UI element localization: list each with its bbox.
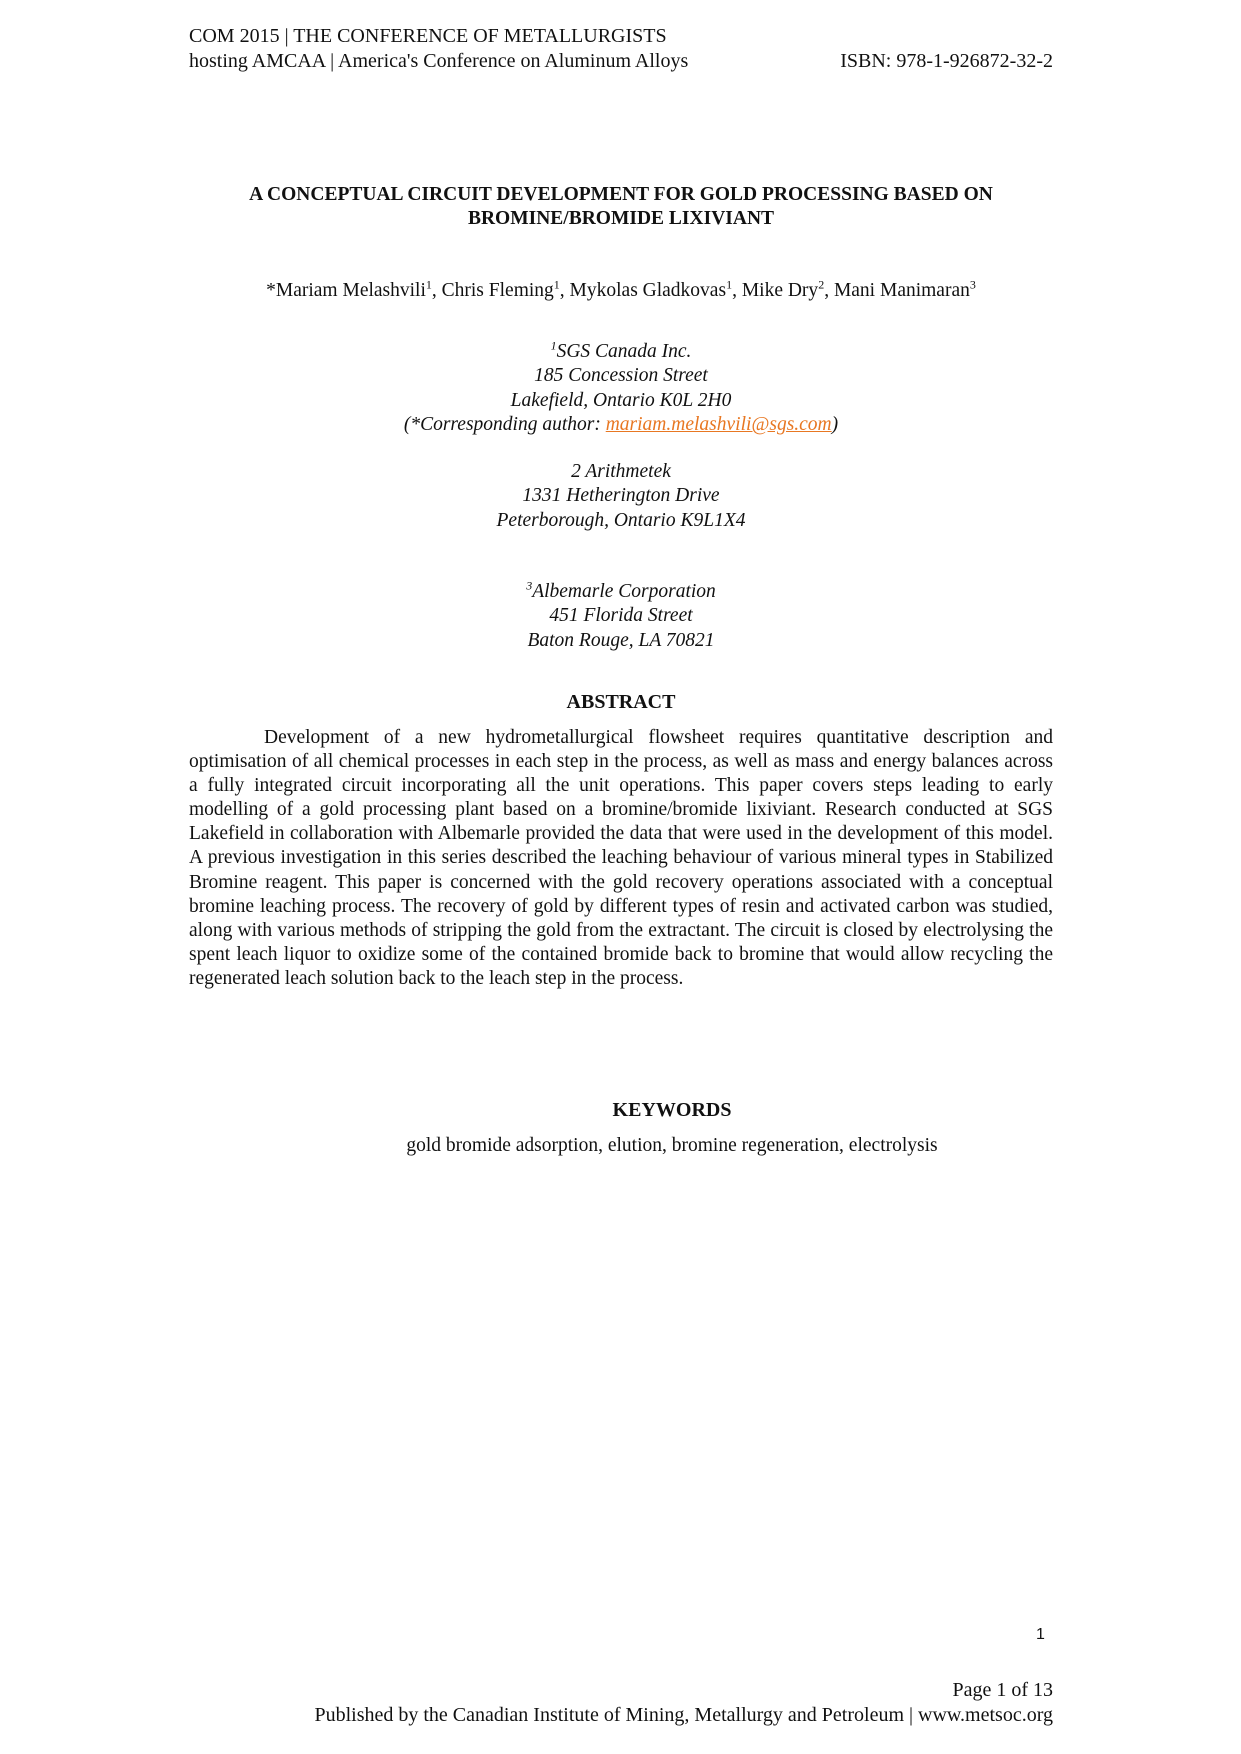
author-affiliation-mark: 3 <box>969 277 976 292</box>
author-name: Mike Dry <box>741 280 819 301</box>
abstract-heading: ABSTRACT <box>566 691 676 713</box>
affiliation-street: 451 Florida Street <box>549 605 693 627</box>
header-hosting: hosting AMCAA | America's Conference on Aluminum Alloys <box>189 50 689 72</box>
running-header <box>189 24 1053 74</box>
affiliation-mark: 1 <box>550 338 557 353</box>
author-separator: , <box>732 280 742 301</box>
affiliation-name: 2 Arithmetek <box>571 461 671 482</box>
author-affiliation-mark: 1 <box>425 277 432 292</box>
affiliation-mark: 3 <box>526 578 533 593</box>
author-list <box>189 279 1053 303</box>
author-affiliation-mark: 1 <box>726 277 733 292</box>
author-name: Mykolas Gladkovas <box>569 280 727 301</box>
title-line-1: A CONCEPTUAL CIRCUIT DEVELOPMENT FOR GOLD PROCESSING BASED ON <box>249 184 993 205</box>
author-name: Chris Fleming <box>441 280 554 301</box>
affiliation-albemarle <box>189 580 1053 653</box>
keywords-list: gold bromide adsorption, elution, bromine regeneration, electrolysis <box>406 1135 938 1156</box>
corresponding-email-link[interactable]: mariam.melashvili@sgs.com <box>605 413 832 435</box>
author-affiliation-mark: 2 <box>818 277 825 292</box>
author-separator: , <box>559 280 570 301</box>
header-isbn: ISBN: 978-1-926872-32-2 <box>840 50 1053 72</box>
header-row <box>189 49 1053 74</box>
affiliation-city: Peterborough, Ontario K9L1X4 <box>496 509 746 531</box>
corresponding-author: (*Corresponding author: mariam.melashvili@sgs.com) <box>403 413 839 435</box>
page-footer <box>189 1678 1053 1728</box>
affiliation-name: $^3$Albemarle Corporation <box>526 578 716 602</box>
affiliation-street: 1331 Hetherington Drive <box>522 485 720 507</box>
paper-title <box>189 183 1053 231</box>
author-affiliation-mark: 1 <box>553 277 560 292</box>
affiliation-name: $^1$SGS Canada Inc. <box>550 338 692 362</box>
footer-publisher: Published by the Canadian Institute of Mining, Metallurgy and Petroleum | www.metsoc.org <box>314 1704 1053 1726</box>
footer-page-count: Page 1 of 13 <box>952 1679 1053 1701</box>
page-number: 1 <box>1036 1626 1045 1643</box>
affiliation-sgs <box>189 340 1053 437</box>
title-line-2: BROMINE/BROMIDE LIXIVIANT <box>467 208 775 229</box>
affiliation-arithmetek <box>189 460 1053 533</box>
affiliation-city: Lakefield, Ontario K0L 2H0 <box>510 389 732 411</box>
author-name: *Mariam Melashvili <box>266 280 426 301</box>
keywords-heading: KEYWORDS <box>612 1099 732 1121</box>
header-conference: COM 2015 | THE CONFERENCE OF METALLURGISTS <box>189 25 667 47</box>
affiliation-street: 185 Concession Street <box>534 365 708 387</box>
abstract-body: Development of a new hydrometallurgical flowsheet requires quantitative description and optimisation of all chemical processes in each step in the process, as well as mass and energy balances across a fully integrated circuit incorporating all the unit operations. This paper covers steps leading to early modelling of a gold processing plant based on a bromine/bromide lixiviant. Research conducted at SGS Lakefield in collaboration with Albemarle provided the data that were used in the development of this model. A previous investigation in this series described the leaching behaviour of various mineral types in Stabilized Bromine reagent. This paper is concerned with the gold recovery operations associated with a conceptual bromine leaching process. The recovery of gold by different types of resin and activated carbon was studied, along with various methods of stripping the gold from the extractant. The circuit is closed by electrolysing the spent leach liquor to oxidize some of the contained bromide back to bromine that would allow recycling the regenerated leach solution back to the leach step in the process. <box>189 727 1053 989</box>
affiliation-city: Baton Rouge, LA 70821 <box>527 629 715 651</box>
author-name: Mani Manimaran <box>833 280 970 301</box>
author-separator: , <box>824 280 834 301</box>
author-separator: , <box>431 280 442 301</box>
